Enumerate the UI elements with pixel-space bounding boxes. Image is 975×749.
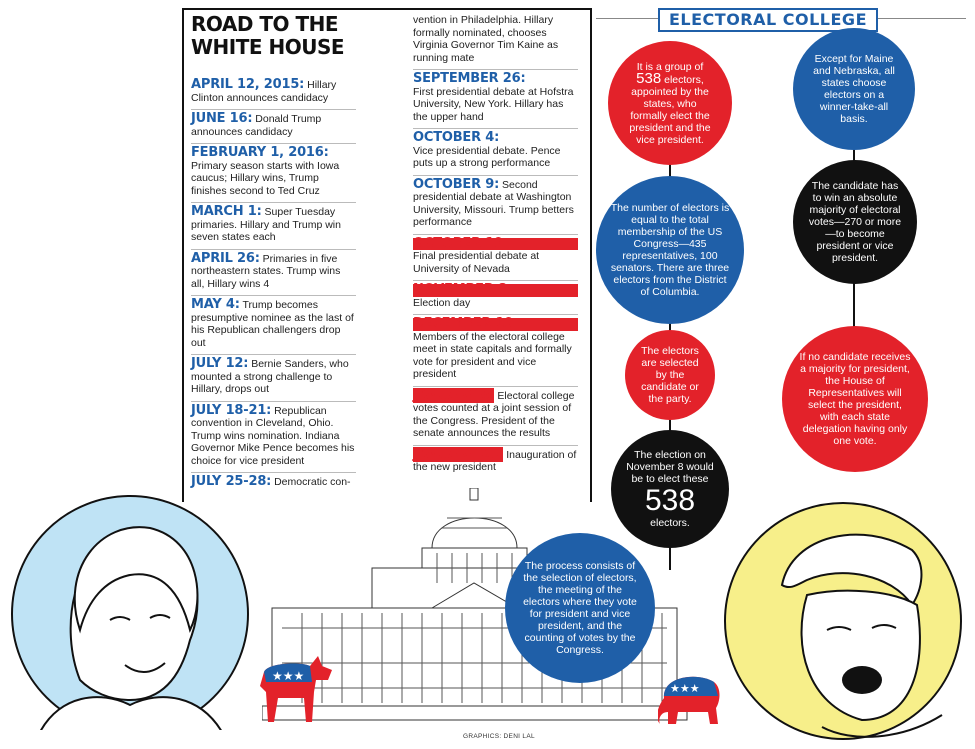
timeline-title-line1: ROAD TO THE xyxy=(191,12,339,36)
election-number: 538 xyxy=(644,484,696,517)
entry-date: OCTOBER 19: xyxy=(413,238,578,251)
entry-text: Hillary Clinton announces candidacy xyxy=(191,79,337,104)
electoral-circle-process xyxy=(505,533,655,683)
entry-date: OCTOBER 4: xyxy=(413,130,500,145)
process-text: The process consists of the selection of electors, the meeting of the electors where they vote for president and vice president, and the counting of votes by the Congress. xyxy=(523,560,637,656)
number-of-electors-text: The number of electors is equal to the total membership of the US Congress—435 representatives, 100 senators. There are three electors from the District of Columbia. xyxy=(610,202,730,298)
entry-text: Vice presidential debate. Pence puts up a strong performance xyxy=(413,144,561,169)
entry-text: Members of the electoral college meet in state capitals and formally vote for president and vice president xyxy=(413,330,572,380)
entry-text: Second presidential debate at Washington University, Missouri. Trump betters performance xyxy=(413,178,574,228)
definition-text-post: electors, appointed by the states, who formally elect the president and the vice president. xyxy=(629,73,711,146)
entry-date: JULY 12: xyxy=(191,356,249,371)
majority-text: The candidate has to win an absolute majority of electoral votes—270 or more—to become president or vice president. xyxy=(808,180,902,264)
entry-text: Inauguration of the new president xyxy=(413,448,577,473)
timeline-right-column xyxy=(413,14,578,479)
entry-date: MAY 4: xyxy=(191,297,240,312)
timeline-entry xyxy=(413,281,578,315)
timeline-entry xyxy=(413,387,578,446)
hillary-portrait xyxy=(0,480,262,730)
entry-date: APRIL 12, 2015: xyxy=(191,77,305,92)
timeline-entry xyxy=(191,402,356,474)
entry-date: NOVEMBER 8: xyxy=(413,284,578,297)
electoral-circle-majority xyxy=(793,160,917,284)
entry-text: Republican convention in Cleveland, Ohio. Trump wins nomination. Indiana Governor Mike Pence becomes his choice for vice president xyxy=(191,404,355,467)
entry-date: JUNE 16: xyxy=(191,111,253,126)
electoral-circle-winner-take-all xyxy=(793,28,915,150)
house-vote-text: If no candidate receives a majority for president, the House of Representatives will select the president, with each state delegation having only one vote. xyxy=(799,351,911,447)
entry-date: JULY 18-21: xyxy=(191,402,272,418)
entry-date: DECEMBER 19: xyxy=(413,318,578,331)
timeline-entry xyxy=(413,176,578,235)
timeline-entry xyxy=(191,76,356,110)
republican-elephant-icon xyxy=(658,668,724,726)
svg-text:★★★: ★★★ xyxy=(272,669,305,683)
electoral-circle-house-vote xyxy=(782,326,928,472)
entry-date: FEBRUARY 1, 2016: xyxy=(191,145,329,160)
timeline-entry xyxy=(191,296,356,355)
svg-text:★★★: ★★★ xyxy=(670,682,700,695)
timeline-title-line2: WHITE HOUSE xyxy=(191,35,345,59)
entry-text: Election day xyxy=(413,296,471,309)
electoral-circle-definition xyxy=(608,41,732,165)
timeline-left-column xyxy=(191,76,356,494)
header-rule-right xyxy=(876,18,966,19)
electoral-circle-selection xyxy=(625,330,715,420)
electoral-college-title: ELECTORAL COLLEGE xyxy=(658,8,878,32)
timeline-entry xyxy=(413,446,578,479)
entry-text: Trump becomes presumptive nominee as the last of his Republican challengers drop out xyxy=(191,299,354,349)
timeline-entry xyxy=(413,14,578,70)
timeline-entry xyxy=(413,315,578,387)
electoral-circle-election xyxy=(611,430,729,548)
entry-date: JULY 25-28: xyxy=(191,474,272,489)
timeline-entry xyxy=(191,203,356,250)
entry-text: Super Tuesday primaries. Hillary and Trump win seven states each xyxy=(191,206,341,243)
header-rule-left xyxy=(596,18,658,19)
entry-date: OCTOBER 9: xyxy=(413,176,500,192)
entry-text: Final presidential debate at University of Nevada xyxy=(413,250,540,275)
entry-text: Primary season starts with Iowa caucus; Hillary wins, Trump finishes second to Ted Cruz xyxy=(191,159,340,197)
democratic-donkey-icon xyxy=(258,652,338,728)
definition-text-pre: It is a group of xyxy=(636,60,704,73)
entry-date: JANUARY 6: xyxy=(413,387,495,403)
timeline-entry xyxy=(191,355,356,402)
entry-text: Bernie Sanders, who mounted a strong challenge to Hillary, drops out xyxy=(191,358,349,395)
timeline-entry xyxy=(191,144,356,203)
timeline-entry xyxy=(191,250,356,297)
entry-text: vention in Philadelphia. Hillary formally nominated, chooses Virginia Governor Tim Kaine as running mate xyxy=(413,14,559,64)
definition-number: 538 xyxy=(636,69,662,87)
entry-date: APRIL 26: xyxy=(191,250,260,266)
winner-take-all-text: Except for Maine and Nebraska, all states choose electors on a winner-take-all basis. xyxy=(813,53,895,125)
timeline-title xyxy=(191,13,344,59)
entry-date: SEPTEMBER 26: xyxy=(413,71,526,86)
entry-text: First presidential debate at Hofstra University, New York. Hillary has the upper hand xyxy=(413,85,574,123)
election-text-pre: The election on November 8 would be to elect these xyxy=(626,449,714,485)
timeline-entry xyxy=(413,70,578,129)
entry-text: Primaries in five northeastern states. Trump wins all, Hillary wins 4 xyxy=(191,252,341,290)
entry-date: JANUARY 20: xyxy=(413,446,504,462)
graphics-credit: GRAPHICS: DENI LAL xyxy=(463,733,535,740)
selection-text: The electors are selected by the candidate or the party. xyxy=(641,345,699,405)
entry-date: MARCH 1: xyxy=(191,204,262,219)
election-text-post: electors. xyxy=(650,517,690,529)
timeline-entry xyxy=(191,110,356,144)
entry-text: Democratic con- xyxy=(274,476,351,488)
electoral-circle-number-of-electors xyxy=(596,176,744,324)
entry-text: Donald Trump announces candidacy xyxy=(191,113,322,138)
trump-portrait xyxy=(712,495,974,749)
timeline-entry xyxy=(413,235,578,282)
entry-text: Electoral college votes counted at a joint session of the Congress. President of the senate announces the results xyxy=(413,389,575,439)
timeline-entry xyxy=(413,129,578,176)
